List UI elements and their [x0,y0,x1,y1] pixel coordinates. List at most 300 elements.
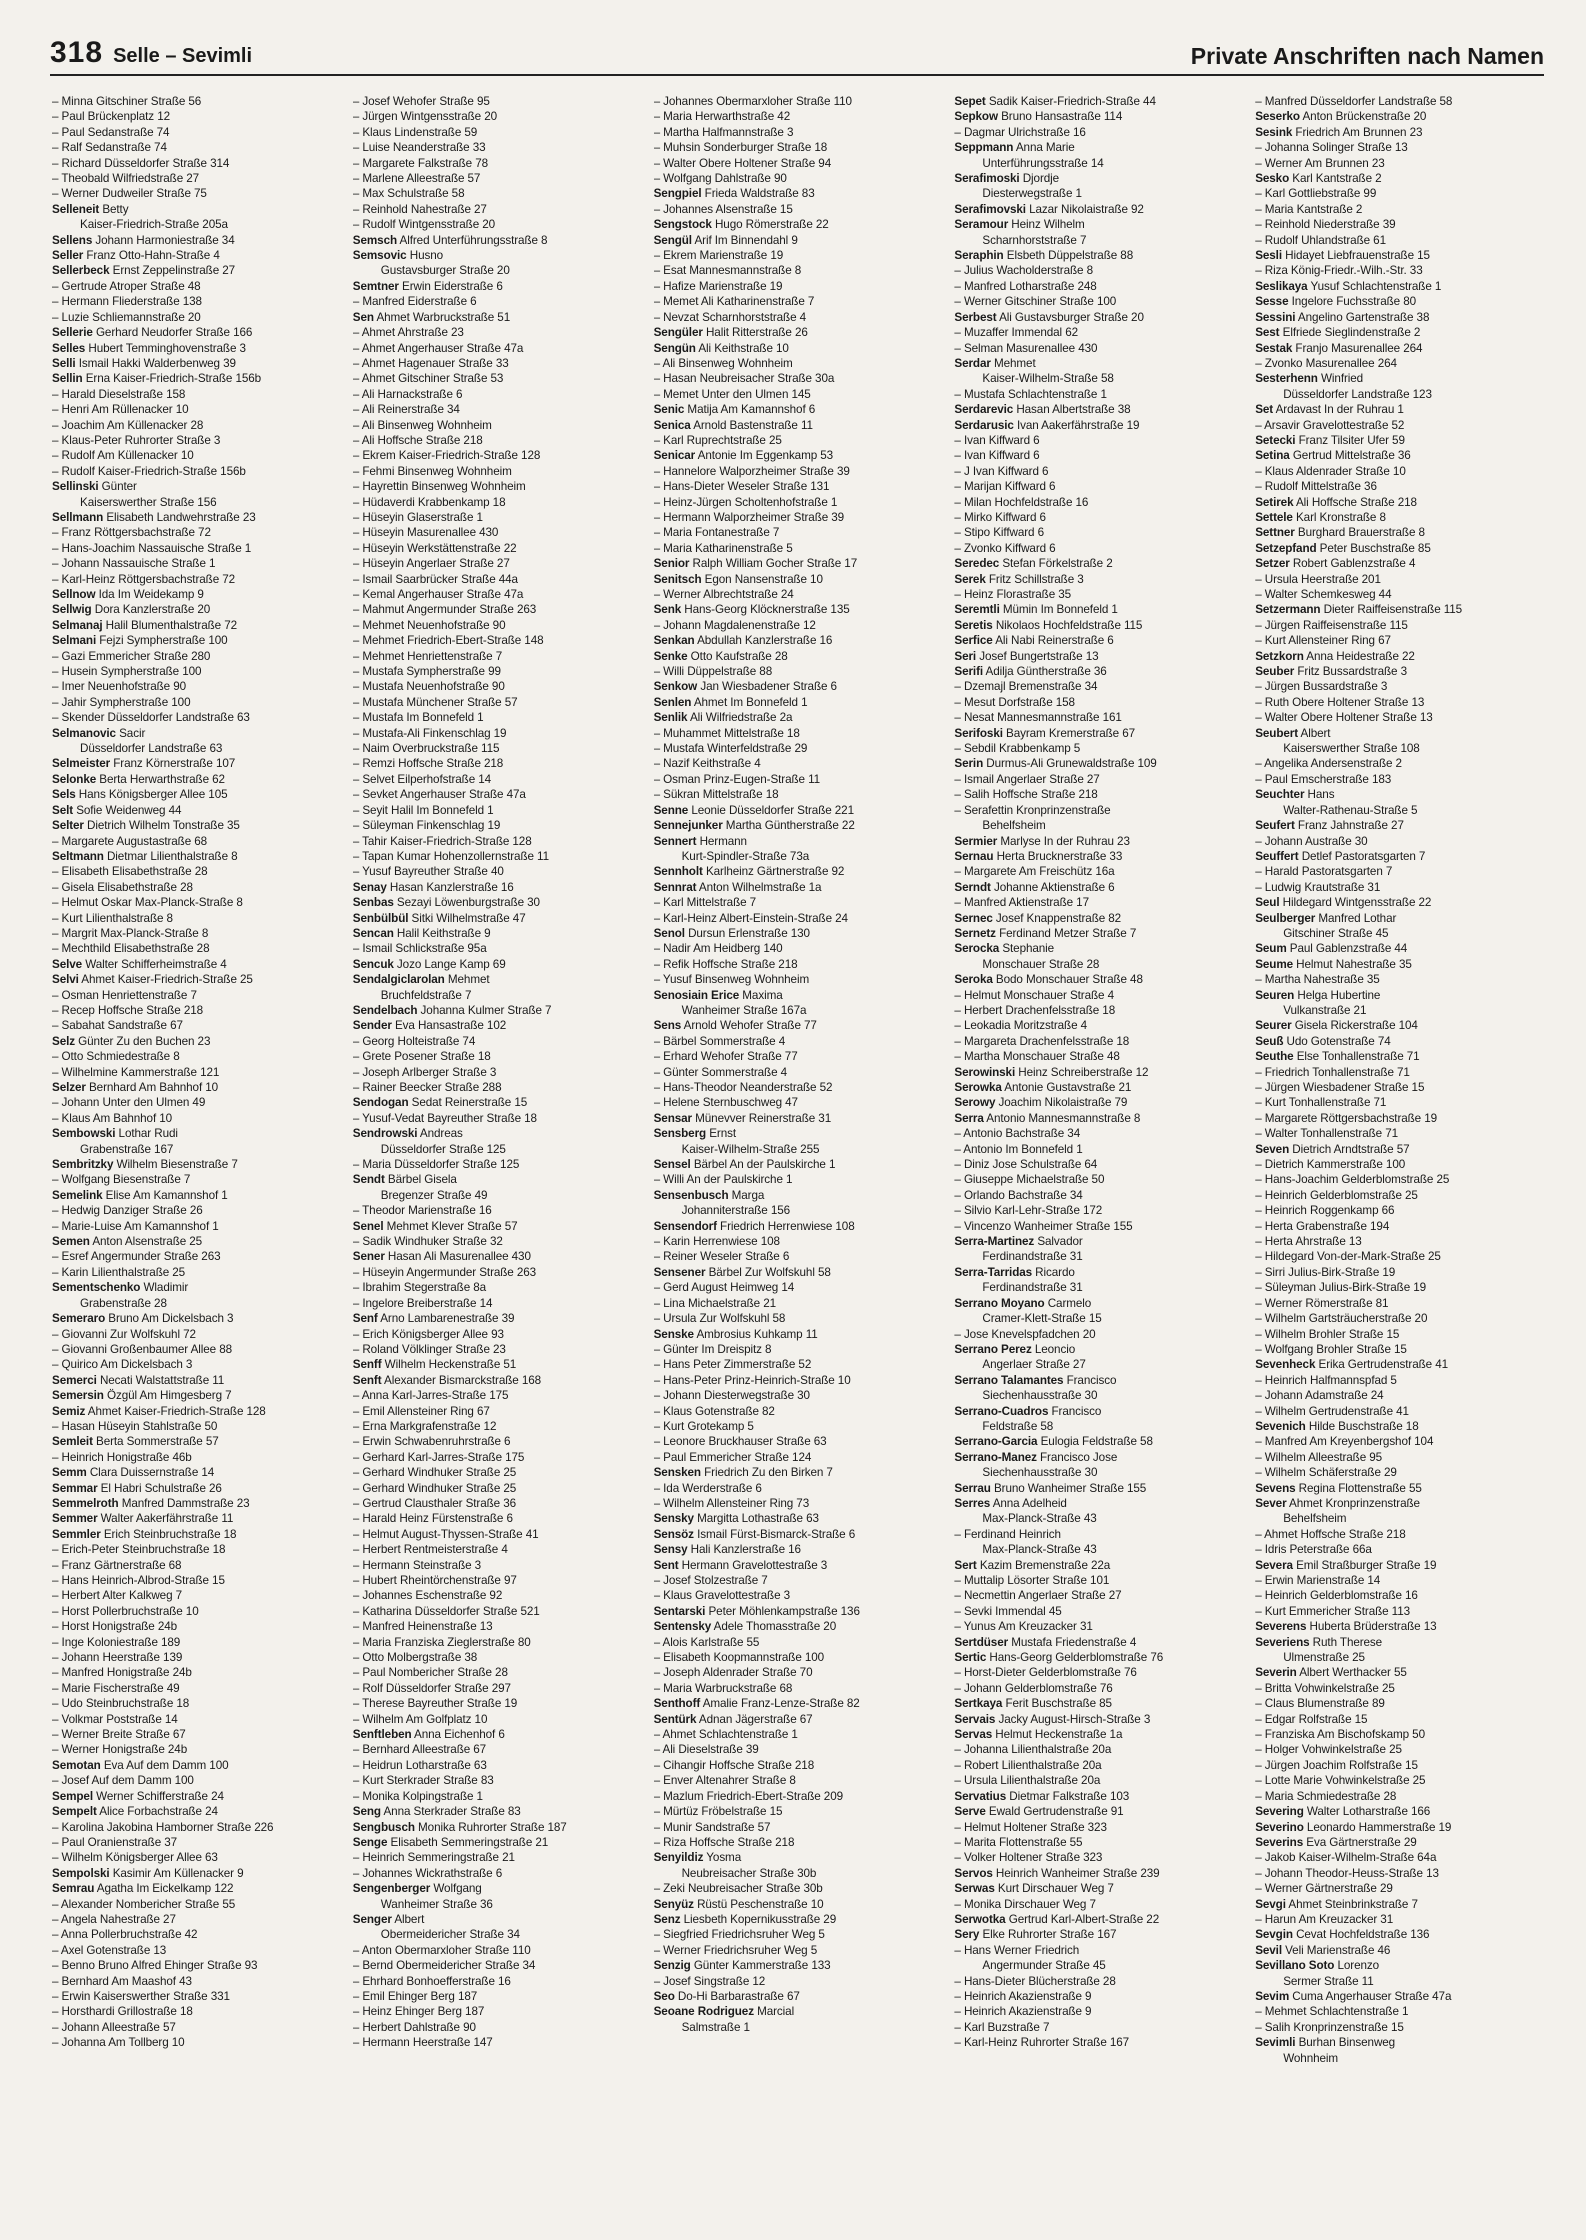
directory-entry: – Tahir Kaiser-Friedrich-Straße 128 [352,834,532,848]
directory-entry: – Heinrich Gelderblomstraße 25 [1255,1188,1418,1202]
directory-entry: – Herbert Dahlstraße 90 [352,2020,476,2034]
directory-entry: – Paul Nombericher Straße 28 [352,1666,508,1680]
directory-entry: – Erich Königsberger Allee 93 [352,1327,504,1341]
directory-entry: – Emil Ehinger Berg 187 [352,1989,478,2003]
directory-entry: – Ismail Saarbrücker Straße 44a [352,572,518,586]
directory-entry: – Angelika Andersenstraße 2 [1255,757,1402,771]
directory-entry: Serrano Talamantes Francisco [954,1373,1117,1387]
directory-entry: Seuffert Detlef Pastoratsgarten 7 [1255,849,1426,863]
directory-entry: Senior Ralph William Gocher Straße 17 [653,557,858,571]
directory-entry: – Elisabeth Koopmannstraße 100 [653,1651,825,1665]
directory-entry: – Fehmi Binsenweg Wohnheim [352,464,512,478]
directory-entry: Serve Ewald Gertrudenstraße 91 [954,1805,1124,1819]
directory-entry: – Walter Obere Holtener Straße 94 [653,156,832,170]
directory-entry: – Ahmet Gitschiner Straße 53 [352,372,504,386]
directory-entry: Sensendorf Friedrich Herrenwiese 108 [653,1219,855,1233]
directory-entry: Unterführungsstraße 14 [982,156,1104,170]
directory-entry: – Klaus Gravelottestraße 3 [653,1589,791,1603]
directory-entry: Severin Albert Werthacker 55 [1255,1666,1407,1680]
directory-entry: Semleit Berta Sommerstraße 57 [52,1435,219,1449]
directory-entry: Selli Ismail Hakki Walderbenweg 39 [52,356,236,370]
directory-entry: Ferdinandstraße 31 [982,1281,1083,1295]
directory-entry: Sengenberger Wolfgang [352,1882,482,1896]
directory-entry: – Hans Werner Friedrich [954,1943,1080,1957]
directory-entry: Sesterhenn Winfried [1255,372,1364,386]
directory-entry: – Monika Kolpingstraße 1 [352,1789,483,1803]
directory-entry: – Diniz Jose Schulstraße 64 [954,1158,1098,1172]
directory-entry: Senicar Antonie Im Eggenkamp 53 [653,449,834,463]
directory-entry: Senge Elisabeth Semmeringstraße 21 [352,1835,549,1849]
directory-entry: – Osman Henriettenstraße 7 [52,988,197,1002]
directory-entry: Servas Helmut Heckenstraße 1a [954,1728,1123,1742]
directory-entry: – Johann Gelderblomstraße 76 [954,1681,1113,1695]
directory-entry: – Reinhold Niederstraße 39 [1255,218,1396,232]
directory-entry: – Herbert Alter Kalkweg 7 [52,1589,183,1603]
directory-entry: – Leokadia Moritzstraße 4 [954,1019,1088,1033]
column-5 [1255,94,1548,2210]
directory-entry: Selz Günter Zu den Buchen 23 [52,1034,211,1048]
directory-entry: Behelfsheim [982,819,1046,833]
directory-entry: Serres Anna Adelheid [954,1496,1067,1510]
directory-entry: – Werner Friedrichsruher Weg 5 [653,1943,818,1957]
directory-entry: Sever Ahmet Kronprinzenstraße [1255,1496,1420,1510]
directory-entry: – Maria Katharinenstraße 5 [653,541,793,555]
directory-entry: – Harun Am Kreuzacker 31 [1255,1912,1394,1926]
directory-entry: – Hafize Marienstraße 19 [653,279,783,293]
directory-entry: – Werner Gitschiner Straße 100 [954,295,1117,309]
directory-entry: – Salih Hoffsche Straße 218 [954,788,1098,802]
directory-entry: Sensberg Ernst [653,1127,736,1141]
directory-entry: – Martha Halfmannstraße 3 [653,125,794,139]
directory-entry: Semmler Erich Steinbruchstraße 18 [52,1527,237,1541]
directory-entry: – Hasan Neubreisacher Straße 30a [653,372,835,386]
directory-entry: Sensy Hali Kanzlerstraße 16 [653,1543,801,1557]
directory-entry: – Karin Herrenwiese 108 [653,1235,780,1249]
directory-entry: – Harald Dieselstraße 158 [52,387,186,401]
directory-entry: – Edgar Rolfstraße 15 [1255,1712,1368,1726]
directory-entry: – Hans-Dieter Blücherstraße 28 [954,1974,1116,1988]
directory-entry: – Sevket Angerhauser Straße 47a [352,788,526,802]
directory-entry: – Giuseppe Michaelstraße 50 [954,1173,1105,1187]
directory-entry: – Wilhelm Allensteiner Ring 73 [653,1496,810,1510]
directory-entry: – Karl Mittelstraße 7 [653,896,757,910]
directory-entry: Serocka Stephanie [954,942,1055,956]
directory-entry: Sent Hermann Gravelottestraße 3 [653,1558,828,1572]
directory-entry: – Gazi Emmericher Straße 280 [52,649,211,663]
directory-entry: Sellerie Gerhard Neudorfer Straße 166 [52,326,253,340]
directory-entry: – Georg Holteistraße 74 [352,1034,476,1048]
directory-entry: – Hans-Peter Prinz-Heinrich-Straße 10 [653,1373,851,1387]
directory-entry: Sen Ahmet Warbruckstraße 51 [352,310,511,324]
directory-entry: Seserko Anton Brückenstraße 20 [1255,110,1427,124]
directory-entry: Semelink Elise Am Kamannshof 1 [52,1188,228,1202]
directory-entry: – Zvonko Kiffward 6 [954,541,1056,555]
directory-entry: – Bernhard Alleestraße 67 [352,1743,487,1757]
directory-entry: – Paul Oranienstraße 37 [52,1835,178,1849]
directory-entry: Senitsch Egon Nansenstraße 10 [653,572,823,586]
directory-entry: Sencan Halil Keithstraße 9 [352,926,491,940]
directory-entry: – Monika Dirschauer Weg 7 [954,1897,1096,1911]
directory-entry: Sengstock Hugo Römerstraße 22 [653,218,829,232]
directory-entry: – Herbert Rentmeisterstraße 4 [352,1543,508,1557]
directory-entry: – Johann Theodor-Heuss-Straße 13 [1255,1866,1439,1880]
directory-entry: – Memet Unter den Ulmen 145 [653,387,811,401]
directory-entry: Serowy Joachim Nikolaistraße 79 [954,1096,1128,1110]
directory-entry: – Mesut Dorfstraße 158 [954,695,1075,709]
directory-entry: Serndt Johanne Aktienstraße 6 [954,880,1115,894]
directory-entry: Siechenhausstraße 30 [982,1466,1098,1480]
directory-entry: – Johanna Solinger Straße 13 [1255,141,1408,155]
directory-entry: Sensky Margitta Lothastraße 63 [653,1512,819,1526]
directory-entry: Walter-Rathenau-Straße 5 [1283,803,1418,817]
directory-entry: – Mahmut Angermunder Straße 263 [352,603,537,617]
directory-entry: Seng Anna Sterkrader Straße 83 [352,1805,521,1819]
directory-entry: – Franz Gärtnerstraße 68 [52,1558,182,1572]
directory-entry: – Rudolf Uhlandstraße 61 [1255,233,1386,247]
directory-entry: – Sükran Mittelstraße 18 [653,788,779,802]
directory-entry: Ferdinandstraße 31 [982,1250,1083,1264]
directory-entry: – Wilhelm Gertrudenstraße 41 [1255,1404,1409,1418]
directory-entry: Setzermann Dieter Raiffeisenstraße 115 [1255,603,1463,617]
directory-entry: – Jose Knevelspfadchen 20 [954,1327,1096,1341]
directory-entry: – Helmut Monschauer Straße 4 [954,988,1114,1002]
directory-entry: Sengpiel Frieda Waldstraße 83 [653,187,815,201]
directory-entry: – Sadik Windhuker Straße 32 [352,1235,503,1249]
directory-entry: Sermer Straße 11 [1283,1974,1374,1988]
directory-entry: Sensel Bärbel An der Paulskirche 1 [653,1158,836,1172]
directory-entry: Selvi Ahmet Kaiser-Friedrich-Straße 25 [52,973,253,987]
directory-entry: – Robert Lilienthalstraße 20a [954,1758,1102,1772]
directory-entry: – Willi An der Paulskirche 1 [653,1173,793,1187]
directory-entry: – Johannes Alsenstraße 15 [653,202,793,216]
directory-entry: Settner Burghard Brauerstraße 8 [1255,526,1425,540]
directory-entry: – Erna Markgrafenstraße 12 [352,1419,497,1433]
directory-entry: – Hans-Joachim Nassauische Straße 1 [52,541,252,555]
directory-entry: Sernec Josef Knappenstraße 82 [954,911,1122,925]
directory-entry: – Ehrhard Bonhoefferstraße 16 [352,1974,511,1988]
directory-entry: – Sabahat Sandstraße 67 [52,1019,183,1033]
directory-entry: Semmelroth Manfred Dammstraße 23 [52,1496,250,1510]
directory-entry: Senthoff Amalie Franz-Lenze-Straße 82 [653,1697,860,1711]
directory-entry: Seuthe Else Tonhallenstraße 71 [1255,1050,1420,1064]
directory-entry: Sentarski Peter Möhlenkampstraße 136 [653,1604,860,1618]
directory-entry: – Ursula Heerstraße 201 [1255,572,1381,586]
directory-entry: Sevgin Cevat Hochfeldstraße 136 [1255,1928,1430,1942]
directory-entry: – Cihangir Hoffsche Straße 218 [653,1758,815,1772]
directory-entry: – Günter Sommerstraße 4 [653,1065,788,1079]
directory-entry: Sendrowski Andreas [352,1127,463,1141]
directory-entry: – Lina Michaelstraße 21 [653,1296,777,1310]
directory-entry: – Esat Mannesmannstraße 8 [653,264,802,278]
directory-entry: Sentensky Adele Thomasstraße 20 [653,1620,837,1634]
directory-entry: Selmanaj Halil Blumenthalstraße 72 [52,618,237,632]
directory-entry: – Karl-Heinz Ruhrorter Straße 167 [954,2036,1130,2050]
directory-entry: – Volkmar Poststraße 14 [52,1712,178,1726]
directory-entry: – Vincenzo Wanheimer Straße 155 [954,1219,1133,1233]
directory-entry: Sengün Ali Keithstraße 10 [653,341,789,355]
directory-entry: Serowinski Heinz Schreiberstraße 12 [954,1065,1149,1079]
directory-entry: Seume Helmut Nahestraße 35 [1255,957,1412,971]
directory-entry: Feldstraße 58 [982,1419,1054,1433]
directory-entry: – Paul Brückenplatz 12 [52,110,170,124]
directory-entry: – Kurt Allensteiner Ring 67 [1255,634,1391,648]
directory-entry: Sensenbusch Marga [653,1188,765,1202]
directory-entry: Sertkaya Ferit Buschstraße 85 [954,1697,1112,1711]
directory-entry: – Bärbel Sommerstraße 4 [653,1034,786,1048]
directory-entry: Seven Dietrich Arndtstraße 57 [1255,1142,1410,1156]
directory-entry: – Alois Karlstraße 55 [653,1635,760,1649]
directory-entry: Serrano-Manez Francisco Jose [954,1450,1118,1464]
directory-entry: – Lotte Marie Vohwinkelstraße 25 [1255,1774,1426,1788]
directory-entry: Sellwig Dora Kanzlerstraße 20 [52,603,211,617]
directory-entry: – Horst-Dieter Gelderblomstraße 76 [954,1666,1137,1680]
directory-entry: – Johanna Lilienthalstraße 20a [954,1743,1112,1757]
directory-entry: Seroka Bodo Monschauer Straße 48 [954,973,1143,987]
directory-entry: – Stipo Kiffward 6 [954,526,1044,540]
directory-entry: Gitschiner Straße 45 [1283,926,1389,940]
page-header [50,28,1544,76]
directory-entry: Senft Alexander Bismarckstraße 168 [352,1373,542,1387]
directory-entry: Max-Planck-Straße 43 [982,1543,1097,1557]
directory-entry: – Therese Bayreuther Straße 19 [352,1697,518,1711]
directory-entry: Seppmann Anna Marie [954,141,1075,155]
directory-entry: – Margareta Drachenfelsstraße 18 [954,1034,1130,1048]
directory-entry: Seo Do-Hi Barbarastraße 67 [653,1989,800,2003]
directory-entry: Sevim Cuma Angerhauser Straße 47a [1255,1989,1452,2003]
directory-entry: – Ahmet Schlachtenstraße 1 [653,1728,798,1742]
directory-entry: – Reinhold Nahestraße 27 [352,202,487,216]
directory-entry: Semsch Alfred Unterführungsstraße 8 [352,233,548,247]
directory-entry: Senbülbül Sitki Wilhelmstraße 47 [352,911,526,925]
directory-entry: – Sirri Julius-Birk-Straße 19 [1255,1265,1396,1279]
directory-entry: Severens Huberta Brüderstraße 13 [1255,1620,1437,1634]
directory-entry: – Nesat Mannesmannstraße 161 [954,711,1122,725]
directory-entry: Seuchter Hans [1255,788,1335,802]
directory-entry: – Erwin Schwabenruhrstraße 6 [352,1435,511,1449]
directory-entry: – Zeki Neubreisacher Straße 30b [653,1882,823,1896]
directory-entry: Senff Wilhelm Heckenstraße 51 [352,1358,517,1372]
directory-entry: – Ahmet Angerhauser Straße 47a [352,341,524,355]
directory-entry: – Kurt Emmericher Straße 113 [1255,1604,1411,1618]
directory-entry: – Wilhelmine Kammerstraße 121 [52,1065,220,1079]
directory-entry: – Giovanni Großenbaumer Allee 88 [52,1342,233,1356]
directory-entry: Serifoski Bayram Kremerstraße 67 [954,726,1136,740]
directory-entry: Max-Planck-Straße 43 [982,1512,1097,1526]
directory-entry: – Heinz Ehinger Berg 187 [352,2005,485,2019]
directory-entry: – Günter Im Dreispitz 8 [653,1342,772,1356]
directory-entry: – Yunus Am Kreuzacker 31 [954,1620,1093,1634]
directory-entry: – Heidrun Lotharstraße 63 [352,1758,487,1772]
directory-entry: – Wilhelm Alleestraße 95 [1255,1450,1383,1464]
directory-entry: Senica Arnold Bastenstraße 11 [653,418,813,432]
directory-entry: – Jürgen Raiffeisenstraße 115 [1255,618,1408,632]
directory-entry: Serdarusic Ivan Aakerfährstraße 19 [954,418,1140,432]
directory-entry: Düsseldorfer Landstraße 123 [1283,387,1432,401]
page-number: 318 [50,36,104,69]
directory-entry: Wanheimer Straße 167a [681,1003,807,1017]
directory-entry: – Klaus Aldenrader Straße 10 [1255,464,1406,478]
directory-entry: Semm Clara Duissernstraße 14 [52,1466,215,1480]
directory-entry: – Wilhelm Königsberger Allee 63 [52,1851,218,1865]
directory-entry: – Britta Vohwinkelstraße 25 [1255,1681,1395,1695]
directory-entry: – Joseph Arlberger Straße 3 [352,1065,497,1079]
directory-entry: Senz Liesbeth Kopernikusstraße 29 [653,1912,837,1926]
column-3 [654,94,947,2210]
directory-entry: – Volker Holtener Straße 323 [954,1851,1103,1865]
directory-entry: Seredec Stefan Förkelstraße 2 [954,557,1113,571]
directory-entry: Seltmann Dietmar Lilienthalstraße 8 [52,849,238,863]
directory-entry: – Luzie Schliemannstraße 20 [52,310,201,324]
directory-entry: – Mustafa Sympherstraße 99 [352,665,501,679]
directory-entry: Sevenheck Erika Gertrudenstraße 41 [1255,1358,1448,1372]
directory-entry: Neubreisacher Straße 30b [681,1866,817,1880]
directory-entry: – Osman Prinz-Eugen-Straße 11 [653,772,821,786]
directory-entry: Sesli Hidayet Liebfrauenstraße 15 [1255,249,1430,263]
directory-entry: – Karl-Heinz Albert-Einstein-Straße 24 [653,911,848,925]
directory-entry: Sevgi Ahmet Steinbrinkstraße 7 [1255,1897,1418,1911]
directory-entry: – Arsavir Gravelottestraße 52 [1255,418,1405,432]
directory-entry: – Friedrich Tonhallenstraße 71 [1255,1065,1410,1079]
directory-entry: Serrano Perez Leoncio [954,1342,1076,1356]
directory-entry: – Ahmet Hoffsche Straße 218 [1255,1527,1406,1541]
directory-entry: Bruchfeldstraße 7 [380,988,472,1002]
directory-entry: Gustavsburger Straße 20 [380,264,510,278]
directory-entry: – Hermann Fliederstraße 138 [52,295,202,309]
directory-entry: – Ali Harnackstraße 6 [352,387,463,401]
directory-entry: – Horsthardi Grillostraße 18 [52,2005,193,2019]
directory-entry: – Gerhard Karl-Jarres-Straße 175 [352,1450,525,1464]
directory-entry: Seraphin Elsbeth Düppelstraße 88 [954,249,1134,263]
directory-entry: Servos Heinrich Wanheimer Straße 239 [954,1866,1160,1880]
directory-entry: Wohnheim [1283,2051,1339,2065]
directory-entry: – Johann Nassauische Straße 1 [52,557,216,571]
directory-entry: Düsseldorfer Landstraße 63 [80,742,223,756]
directory-entry: – Jürgen Wintgensstraße 20 [352,110,498,124]
directory-entry: – Ismail Angerlaer Straße 27 [954,772,1100,786]
directory-entry: – Mehmet Neuenhofstraße 90 [352,618,506,632]
directory-entry: Vulkanstraße 21 [1283,1003,1367,1017]
directory-entry: – Selvet Eilperhofstraße 14 [352,772,492,786]
directory-entry: – Silvio Karl-Lehr-Straße 172 [954,1204,1103,1218]
directory-entry: Severiens Ruth Therese [1255,1635,1383,1649]
directory-entry: Senger Albert [352,1912,425,1926]
directory-entry: Serrano Moyano Carmelo [954,1296,1092,1310]
directory-entry: – Dagmar Ulrichstraße 16 [954,125,1086,139]
directory-entry: Serdar Mehmet [954,356,1036,370]
directory-entry: Seller Franz Otto-Hahn-Straße 4 [52,249,220,263]
directory-entry: Sennert Hermann [653,834,747,848]
directory-entry: – Ali Reinerstraße 34 [352,403,460,417]
directory-entry: Sernau Herta Brucknerstraße 33 [954,849,1123,863]
directory-entry: – Ludwig Krautstraße 31 [1255,880,1381,894]
directory-entry: – Johannes Eschenstraße 92 [352,1589,503,1603]
directory-entry: Severa Emil Straßburger Straße 19 [1255,1558,1437,1572]
directory-entry: Sertdüser Mustafa Friedenstraße 4 [954,1635,1137,1649]
directory-entry: Sensken Friedrich Zu den Birken 7 [653,1466,833,1480]
directory-entry: – Ekrem Kaiser-Friedrich-Straße 128 [352,449,541,463]
directory-entry: – Karin Lilienthalstraße 25 [52,1265,186,1279]
directory-entry: – Gerhard Windhuker Straße 25 [352,1466,517,1480]
column-1 [52,94,345,2210]
directory-entry: – Heinz Florastraße 35 [954,588,1072,601]
directory-entry: Set Ardavast In der Ruhrau 1 [1255,403,1404,417]
directory-entry: – Herta Grabenstraße 194 [1255,1219,1390,1233]
directory-entry: – Gerd August Heimweg 14 [653,1281,795,1295]
directory-entry: Sendalgiclarolan Mehmet [352,973,490,987]
directory-entry: Serek Fritz Schillstraße 3 [954,572,1084,586]
directory-entry: Bregenzer Straße 49 [380,1188,488,1202]
directory-entry: – Kurt Tonhallenstraße 71 [1255,1096,1387,1110]
directory-entry: – Roland Völklinger Straße 23 [352,1342,506,1356]
directory-entry: – Mustafa Schlachtenstraße 1 [954,387,1107,401]
directory-entry: – Manfred Am Kreyenbergshof 104 [1255,1435,1434,1449]
directory-entry: – Minna Gitschiner Straße 56 [52,95,202,108]
directory-entry: – Yusuf Bayreuther Straße 40 [352,865,504,879]
directory-entry: – Süleyman Finkenschlag 19 [352,819,501,833]
directory-entry: Ulmenstraße 25 [1283,1651,1365,1665]
directory-entry: – Klaus-Peter Ruhrorter Straße 3 [52,433,221,447]
page-title: Private Anschriften nach Namen [1190,43,1544,69]
directory-entry: – Riza Hoffsche Straße 218 [653,1835,795,1849]
directory-entry: Seum Paul Gablenzstraße 44 [1255,942,1408,956]
directory-entry: Sellnow Ida Im Weidekamp 9 [52,588,204,601]
directory-entry: – Kurt Sterkrader Straße 83 [352,1774,494,1788]
directory-entry: – Johann Diesterwegstraße 30 [653,1389,810,1403]
directory-entry: – J Ivan Kiffward 6 [954,464,1049,478]
directory-entry: – Ali Binsenweg Wohnheim [352,418,492,432]
directory-entry: – Sebdil Krabbenkamp 5 [954,742,1081,756]
directory-entry: – Wilhelm Gartsträucherstraße 20 [1255,1312,1428,1326]
directory-entry: Selmanovic Sacir [52,726,146,740]
directory-entry: – Erich-Peter Steinbruchstraße 18 [52,1543,226,1557]
directory-entry: – Heinrich Gelderblomstraße 16 [1255,1589,1418,1603]
directory-entry: Grabenstraße 28 [80,1296,167,1310]
directory-entry: – Hermann Steinstraße 3 [352,1558,482,1572]
directory-entry: – Paul Sedanstraße 74 [52,125,170,139]
directory-entry: – Muhammet Mittelstraße 18 [653,726,800,740]
directory-entry: – Herta Ahrstraße 13 [1255,1235,1362,1249]
directory-entry: – Jahir Sympherstraße 100 [52,695,191,709]
directory-entry: Seul Hildegard Wintgensstraße 22 [1255,896,1432,910]
directory-entry: Sennholt Karlheinz Gärtnerstraße 92 [653,865,845,879]
directory-entry: Sellmann Elisabeth Landwehrstraße 23 [52,510,256,524]
directory-entry: – Antonio Im Bonnefeld 1 [954,1142,1083,1156]
directory-entry: – Elisabeth Elisabethstraße 28 [52,865,208,879]
directory-entry: – Süleyman Julius-Birk-Straße 19 [1255,1281,1427,1295]
directory-entry: Serrano-Garcia Eulogia Feldstraße 58 [954,1435,1153,1449]
directory-entry: – Helmut August-Thyssen-Straße 41 [352,1527,539,1541]
directory-entry: – Quirico Am Dickelsbach 3 [52,1358,193,1372]
directory-entry: – Margarete Augustastraße 68 [52,834,208,848]
directory-entry: – Muttalip Lösorter Straße 101 [954,1574,1110,1587]
directory-entry: – Harald Heinz Fürstenstraße 6 [352,1512,513,1526]
directory-entry: – Naim Overbruckstraße 115 [352,742,500,756]
directory-entry: Serra-Martinez Salvador [954,1235,1083,1249]
directory-entry: – Bernd Obermeidericher Straße 34 [352,1959,536,1973]
directory-entry: Sestak Franjo Masurenallee 264 [1255,341,1423,355]
directory-entry: Senyildiz Yosma [653,1851,742,1865]
directory-entry: – Johann Alleestraße 57 [52,2020,176,2034]
directory-entry: Sernetz Ferdinand Metzer Straße 7 [954,926,1137,940]
directory-entry: – Werner Breite Straße 67 [52,1728,186,1742]
directory-entry: – Muzaffer Immendal 62 [954,326,1079,340]
directory-entry: Serwas Kurt Dirschauer Weg 7 [954,1882,1114,1896]
directory-entry: – Margarete Am Freischütz 16a [954,865,1115,879]
directory-entry: – Johann Heerstraße 139 [52,1651,183,1665]
directory-entry: – Mehmet Friedrich-Ebert-Straße 148 [352,634,544,648]
directory-entry: Sempelt Alice Forbachstraße 24 [52,1805,218,1819]
directory-entry: – Heinrich Roggenkamp 66 [1255,1204,1395,1218]
